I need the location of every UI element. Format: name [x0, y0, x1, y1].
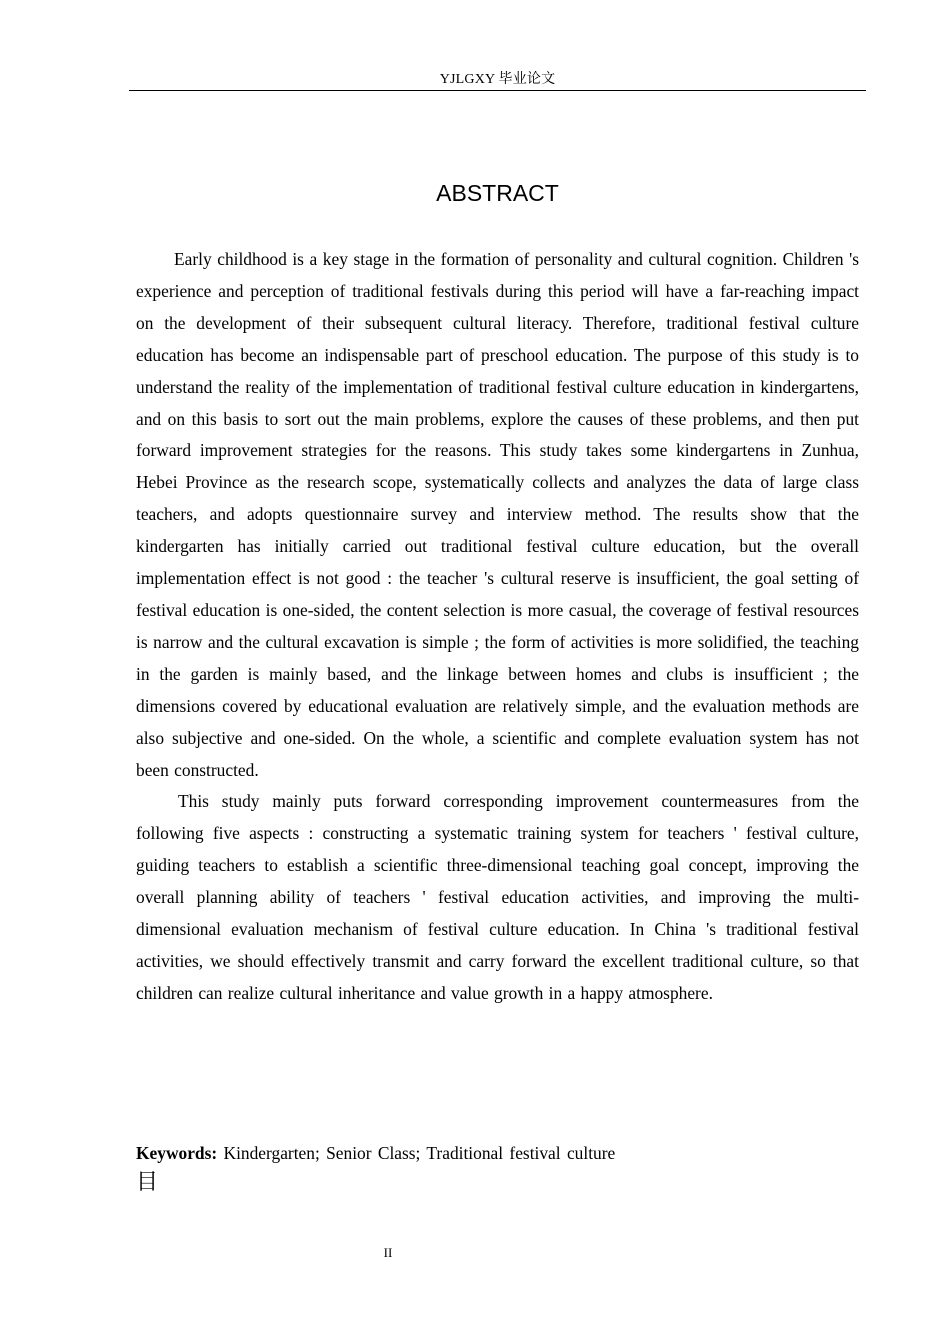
abstract-paragraph-2: This study mainly puts forward corresponding improvement countermeasures from the following five aspects : constructing a systematic training system for teachers ' festival culture, guiding teachers to establish a scientific three-dimensional teaching goal concept, improving the overall planning ability of teachers ' festival education activities, and improving the multi-dimensional evaluation mechanism of festival culture education. In China 's traditional festival activities, we should effectively transmit and carry forward the excellent traditional culture, so that children can realize cultural inheritance and value growth in a happy atmosphere. [136, 791, 859, 1003]
abstract-heading: ABSTRACT [436, 180, 559, 206]
keywords-line [136, 1138, 859, 1168]
running-header [129, 70, 866, 91]
abstract-paragraph-1: Early childhood is a key stage in the formation of personality and cultural cognition. Children 's experience and perception of traditional festivals during this period will have a far-reaching impact on the development of their subsequent cultural literacy. Therefore, traditional festival culture education has become an indispensable part of preschool education. The purpose of this study is to understand the reality of the implementation of traditional festival culture education in kindergartens, and on this basis to sort out the main problems, explore the causes of these problems, and then put forward improvement strategies for the reasons. This study takes some kindergartens in Zunhua, Hebei Province as the research scope, systematically collects and analyzes the data of large class teachers, and adopts questionnaire survey and interview method. The results show that the kindergarten has initially carried out traditional festival culture education, but the overall implementation effect is not good : the teacher 's cultural reserve is insufficient, the goal setting of festival education is one-sided, the content selection is more casual, the coverage of festival resources is narrow and the cultural excavation is simple ; the form of activities is more solidified, the teaching in the garden is mainly based, and the linkage between homes and clubs is insufficient ; the dimensions covered by educational evaluation are relatively simple, and the evaluation methods are also subjective and one-sided. On the whole, a scientific and complete evaluation system has not been constructed. [136, 249, 859, 780]
toc-heading-fragment: 目 [136, 1170, 159, 1195]
page-number: II [383, 1245, 393, 1260]
keywords-label: Keywords: [136, 1143, 218, 1163]
running-header-title: YJLGXY 毕业论文 [439, 72, 556, 87]
abstract-body [136, 244, 859, 1010]
keywords-list: Kindergarten; Senior Class; Traditional festival culture [223, 1143, 616, 1163]
